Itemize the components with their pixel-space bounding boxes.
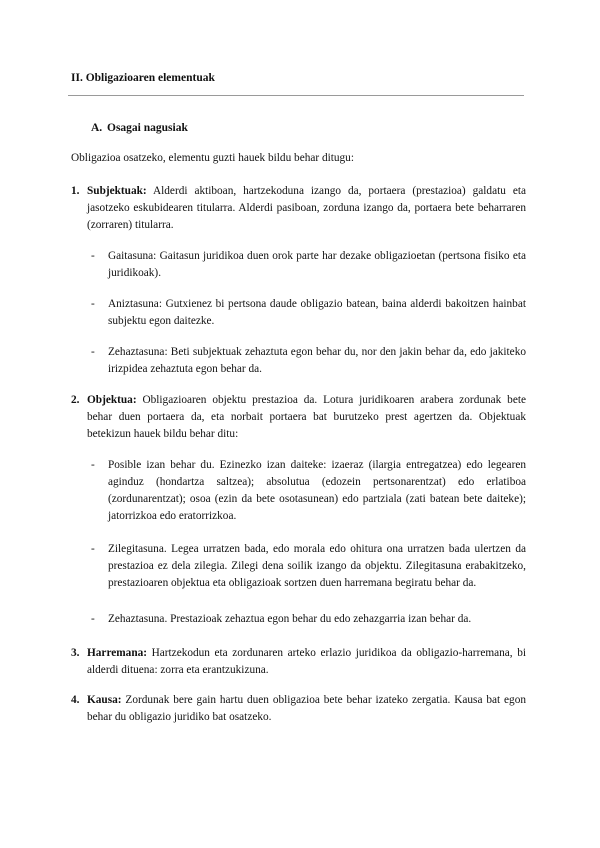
item-term: Objektua: xyxy=(87,394,137,406)
sub-item-posible xyxy=(91,457,526,525)
heading-divider xyxy=(68,95,524,96)
item-text: Zordunak bere gain hartu duen obligazioa bete behar izateko zergatia. Kausa bat egon behar du obligazio juridiko bat osatzeko. xyxy=(87,694,526,723)
dash-bullet: - xyxy=(91,543,95,555)
item-term: Kausa: xyxy=(87,694,122,706)
dash-bullet: - xyxy=(91,613,95,625)
item-number: 3. xyxy=(71,647,80,659)
dash-bullet: - xyxy=(91,250,95,262)
item-term: Harremana: xyxy=(87,647,148,659)
subsection-letter: A. xyxy=(91,122,103,134)
sub-item-text: Aniztasuna: Gutxienez bi pertsona daude obligazio batean, baina alderdi bakoitzen hainbat subjektu egon daitezke. xyxy=(108,298,526,327)
sub-item-text: Posible izan behar du. Ezinezko izan daiteke: izaeraz (ilargia entregatzea) edo legearen aginduz (hondartza saltzea); absolutua (edozein pertsonarentzat) edo erlatiboa (zordunarentzat); osoa (ezin da bete osotasunean) edo partziala (zati batean bete daiteke); jatorrizkoa edo eratorrizkoa. xyxy=(108,459,526,522)
sub-item-text: Gaitasuna: Gaitasun juridikoa duen orok parte har dezake obligazioetan (pertsona fisiko eta juridikoak). xyxy=(108,250,526,279)
dash-bullet: - xyxy=(91,459,95,471)
item-number: 2. xyxy=(71,394,80,406)
sub-item-text: Zilegitasuna. Legea urratzen bada, edo morala edo ohitura ona urratzen bada ulertzen da prestazioa ez dela zilegia. Zilegi dena soilik izango da objektu. Zilegitasuna erabakitzeko, prestazioaren objektua eta obligazioak sortzen duen harremana begiratu behar da. xyxy=(108,543,526,589)
list-item-objektua xyxy=(71,392,526,443)
section-heading: II. Obligazioaren elementuak xyxy=(71,72,215,84)
intro-paragraph: Obligazioa osatzeko, elementu guzti hauek bildu behar ditugu: xyxy=(71,152,354,164)
item-text: Obligazioaren objektu prestazioa da. Lotura juridikoaren arabera zordunak bete behar duen portaera da, eta norbait portaera bat burutzeko prest agertzen da. Objektuak betekizun hauek bildu behar ditu: xyxy=(87,394,526,440)
item-term: Subjektuak: xyxy=(87,185,147,197)
sub-item-aniztasuna xyxy=(91,296,526,330)
subsection-heading xyxy=(91,120,188,137)
sub-item-gaitasuna xyxy=(91,248,526,282)
sub-item-text: Zehaztasuna. Prestazioak zehaztua egon behar du edo zehazgarria izan behar da. xyxy=(108,613,472,625)
sub-item-zehaztasuna-subjektua xyxy=(91,344,526,378)
subsection-title: Osagai nagusiak xyxy=(107,122,188,134)
list-item-kausa xyxy=(71,692,526,726)
sub-item-zilegitasuna xyxy=(91,541,526,592)
list-item-subjektuak xyxy=(71,183,526,234)
item-text: Hartzekodun eta zordunaren arteko erlazio juridikoa da obligazio-harremana, bi alderdi dituena: zorra eta erantzukizuna. xyxy=(87,647,526,676)
item-number: 1. xyxy=(71,185,80,197)
item-text: Alderdi aktiboan, hartzekoduna izango da, portaera (prestazioa) galdatu eta jasotzeko eskubidearen titularra. Alderdi pasiboan, zorduna izango da, portaera bete beharraren (zorraren) titularra. xyxy=(87,185,526,231)
sub-item-zehaztasuna-objektua xyxy=(91,611,526,628)
item-number: 4. xyxy=(71,694,80,706)
dash-bullet: - xyxy=(91,346,95,358)
list-item-harremana xyxy=(71,645,526,679)
dash-bullet: - xyxy=(91,298,95,310)
sub-item-text: Zehaztasuna: Beti subjektuak zehaztuta egon behar du, nor den jakin behar da, edo jakiteko irizpidea zehaztuta egon behar da. xyxy=(108,346,526,375)
